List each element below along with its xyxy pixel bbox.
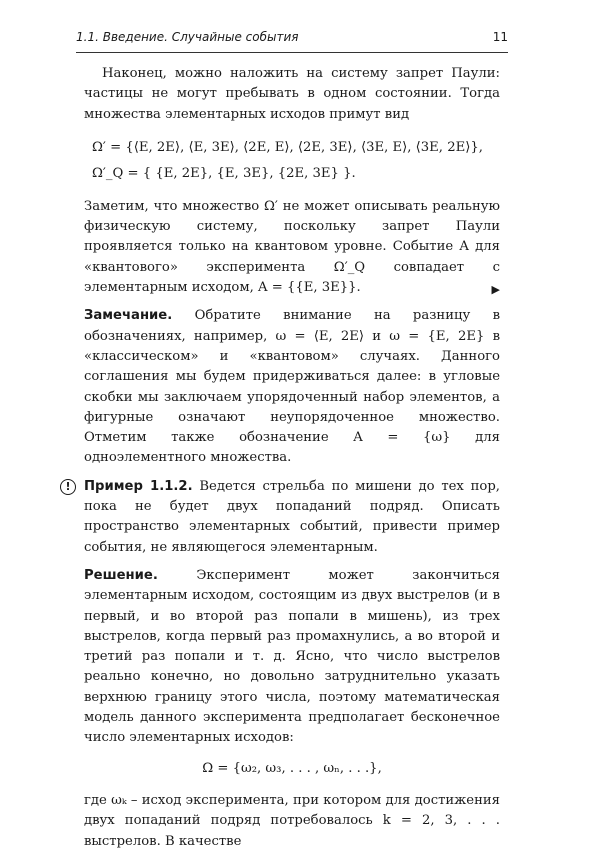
page-header [76, 30, 508, 44]
exclamation-circle-icon: ! [60, 479, 76, 495]
end-of-example-icon: ▶ [491, 283, 500, 297]
solution-label: Решение. [84, 567, 158, 583]
formula-block [92, 135, 500, 187]
formula-omega-quantum: Ω′_Q = { {E, 2E}, {E, 3E}, {2E, 3E} }. [92, 165, 356, 181]
pauli-paragraph: Наконец, можно наложить на систему запрет Паули: частицы не могут пребывать в одном состоянии. Тогда множества элементарных исходов примут вид [84, 66, 500, 122]
example-text: Ведется стрельба по мишени до тех пор, пока не будет двух попаданий подряд. Описать пространство элементарных событий, привести пример события, не являющегося элементарным. [84, 478, 500, 555]
formula-omega-prime: Ω′ = {⟨E, 2E⟩, ⟨E, 3E⟩, ⟨2E, E⟩, ⟨2E, 3E⟩, ⟨3E, E⟩, ⟨3E, 2E⟩}, [92, 139, 483, 155]
example-block [65, 477, 500, 558]
page-number: 11 [492, 30, 508, 44]
solution-text: Эксперимент может закончиться элементарным исходом, состоящим из двух выстрелов (и в первый, и во второй раз попали в мишень), из трех выстрелов, когда первый раз промахнулись, а во второй и третий раз попали и т. д. Ясно, что число выстрелов реально конечно, но довольно затруднительно указать верхнюю границу этого числа, поэтому математическая модель данного эксперимента предполагает бесконечное число элементарных исходов: [84, 567, 500, 746]
example-label: Пример 1.1.2. [84, 478, 193, 494]
solution-continuation: где ωₖ – исход эксперимента, при котором для достижения двух попаданий подряд потребовалось k = 2, 3, . . . выстрелов. В качестве [84, 792, 500, 849]
physical-system-text: Заметим, что множество Ω′ не может описывать реальную физическую систему, поскольку запрет Паули проявляется только на квантовом уровне. Событие A для «квантового» эксперимента Ω′_Q совпадает с элементарным исходом, A = {{E, 3E}}. [84, 198, 500, 296]
remark-text: Обратите внимание на разницу в обозначениях, например, ω = ⟨E, 2E⟩ и ω = {E, 2E} в «классическом» и «квантовом» случаях. Данного соглашения мы будем придерживаться далее: в угловые скобки мы заключаем упорядоченный набор элементов, а фигурные означают неупорядоченное множество. Отметим также обозначение A = {ω} для одноэлементного множества. [84, 308, 500, 466]
remark-paragraph [84, 306, 500, 468]
header-divider [76, 52, 508, 53]
section-title: 1.1. Введение. Случайные события [76, 30, 299, 44]
physical-system-paragraph [84, 197, 500, 298]
formula-omega: Ω = {ω₂, ω₃, . . . , ωₙ, . . .}, [202, 760, 382, 776]
solution-paragraph [84, 566, 500, 749]
page-body [65, 64, 500, 852]
example-paragraph [84, 477, 500, 558]
remark-label: Замечание. [84, 308, 173, 324]
